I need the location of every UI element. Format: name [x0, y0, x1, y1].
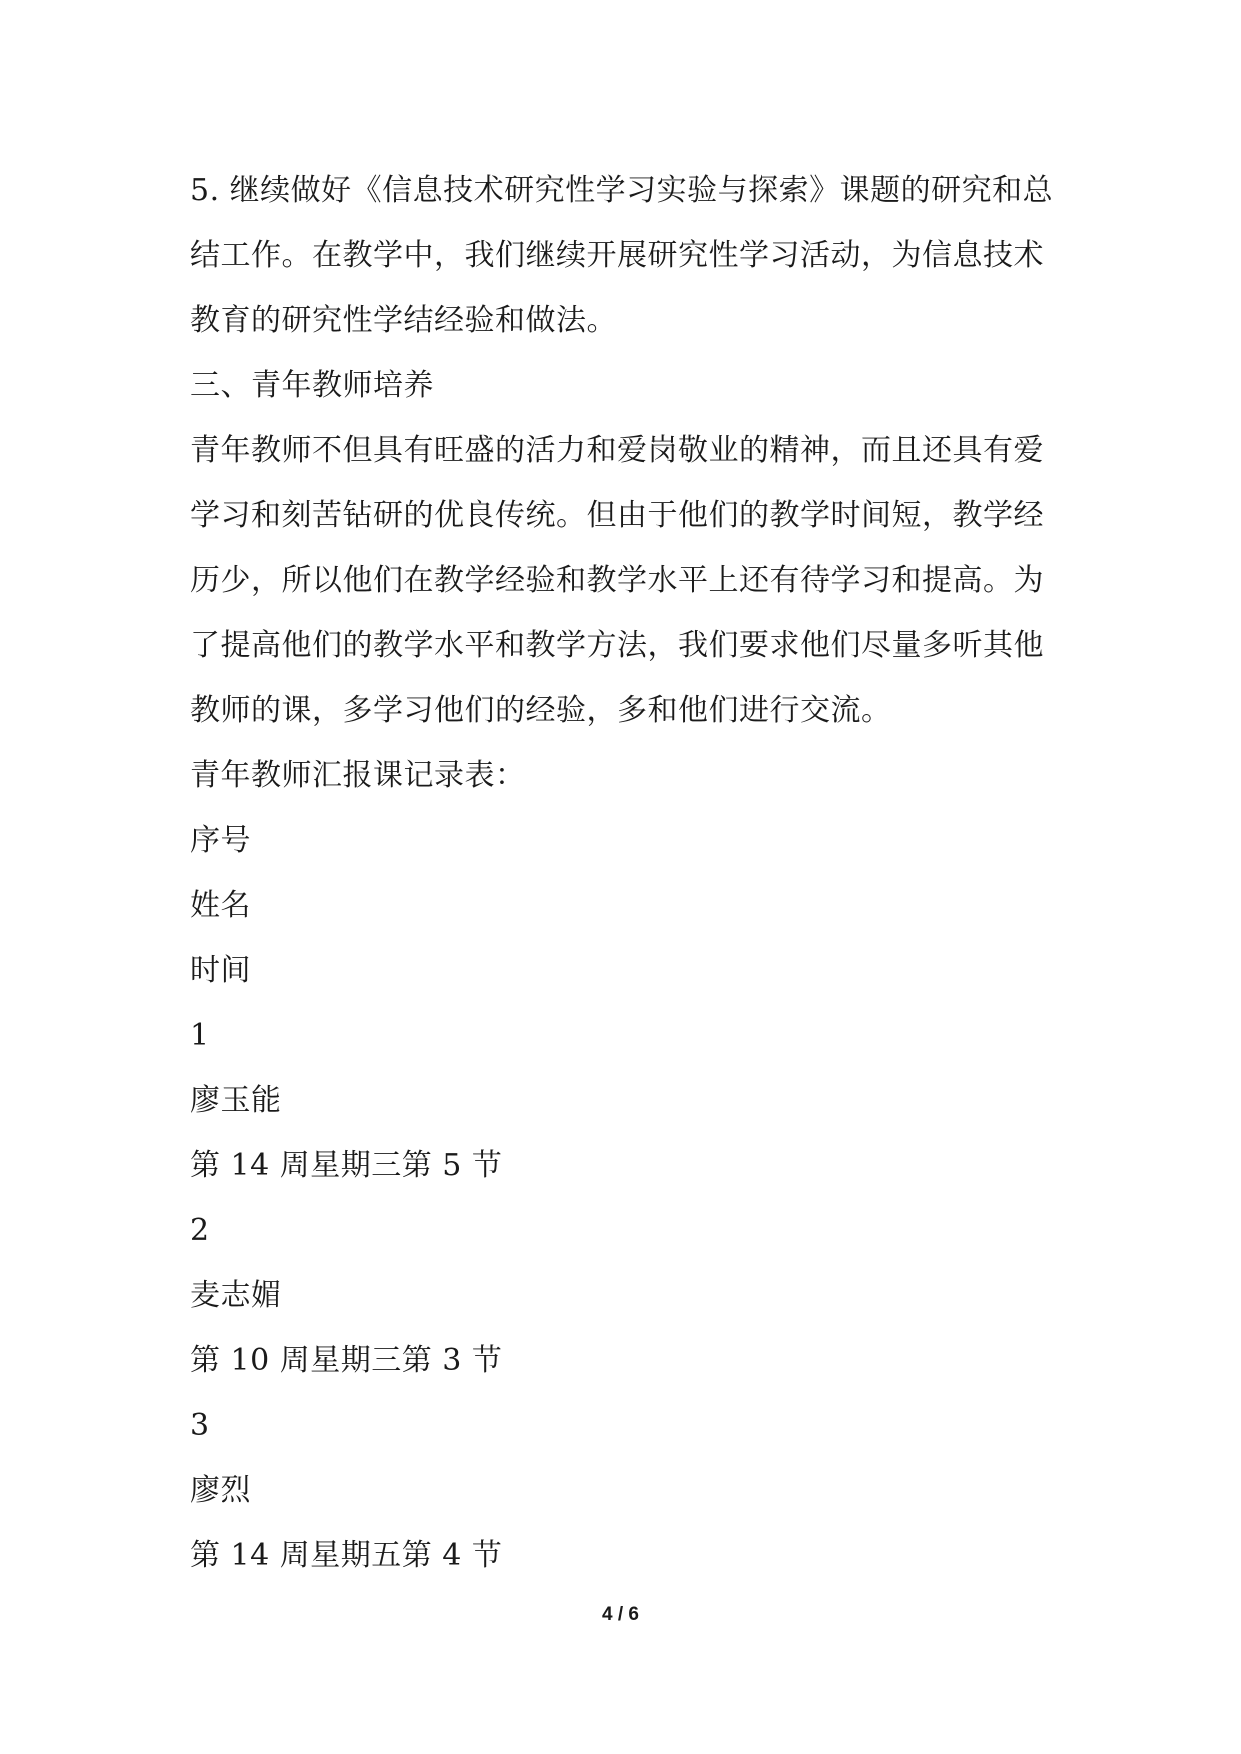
text-line: 5. 继续做好《信息技术研究性学习实验与探索》课题的研究和总 — [190, 173, 1054, 208]
table-cell-name: 廖烈 — [190, 1473, 251, 1508]
text-line: 了提高他们的教学水平和教学方法，我们要求他们尽量多听其他 — [190, 628, 1044, 663]
text-line: 青年教师不但具有旺盛的活力和爱岗敬业的精神，而且还具有爱 — [190, 433, 1044, 468]
text-line: 教育的研究性学结经验和做法。 — [190, 303, 617, 338]
text-line: 历少，所以他们在教学经验和教学水平上还有待学习和提高。为 — [190, 563, 1044, 598]
text-line: 学习和刻苦钻研的优良传统。但由于他们的教学时间短，教学经 — [190, 498, 1044, 533]
text-line: 结工作。在教学中，我们继续开展研究性学习活动，为信息技术 — [190, 238, 1044, 273]
table-header-cell: 序号 — [190, 823, 251, 858]
table-header-cell: 姓名 — [190, 888, 251, 923]
page-content — [190, 158, 1060, 1588]
page-number: 4 / 6 — [602, 1604, 639, 1625]
table-cell-time: 第 10 周星期三第 3 节 — [190, 1343, 503, 1378]
table-cell-name: 麦志媚 — [190, 1278, 282, 1313]
section-heading: 三、青年教师培养 — [190, 368, 434, 403]
paragraph-5 — [190, 158, 1060, 353]
table-cell-index: 2 — [190, 1213, 210, 1248]
table-cell-index: 3 — [190, 1408, 210, 1443]
table-cell-name: 廖玉能 — [190, 1083, 282, 1118]
table-header-cell: 时间 — [190, 953, 251, 988]
text-line: 教师的课，多学习他们的经验，多和他们进行交流。 — [190, 693, 892, 728]
table-cell-time: 第 14 周星期五第 4 节 — [190, 1538, 503, 1573]
table-cell-index: 1 — [190, 1018, 210, 1053]
table-caption: 青年教师汇报课记录表： — [190, 758, 526, 793]
table-cell-time: 第 14 周星期三第 5 节 — [190, 1148, 503, 1183]
paragraph-youth-teachers — [190, 418, 1060, 743]
record-table — [190, 808, 1060, 1588]
